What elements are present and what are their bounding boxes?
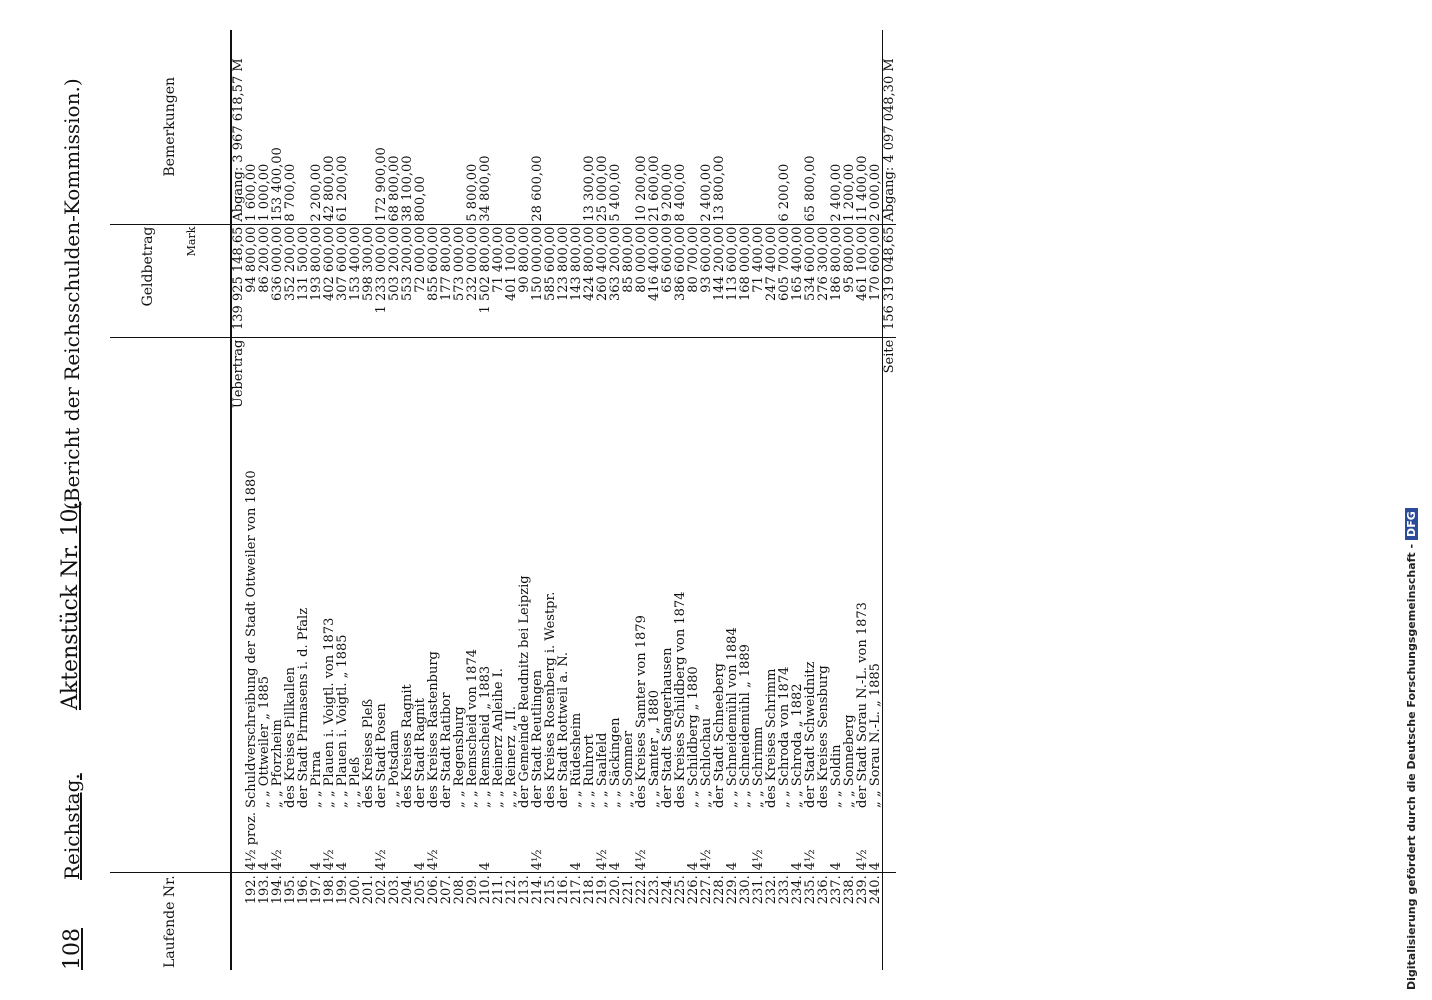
cell-r: 2 400,00 <box>829 163 844 222</box>
cell-nr: 221. <box>622 873 635 970</box>
cell-d: „ „ Schroda „ 1882 <box>791 337 804 810</box>
cell-nr: 231. <box>752 873 765 970</box>
table-row <box>284 30 297 970</box>
bericht-title: (Bericht der Reichsschulden-Kommission.) <box>60 78 84 510</box>
cell-d: „ „ Plauen i. Voigtl. „ 1885 <box>336 337 349 810</box>
cell-a: 247 400,00 <box>765 224 778 337</box>
cell-a: 307 600,00 <box>336 224 349 337</box>
cell-a: 402 600,00 <box>323 224 336 337</box>
cell-z: 4 <box>569 862 584 871</box>
cell-d: „ „ Schlochau <box>700 337 713 810</box>
cell-d: „ „ Ottweiler „ 1885 <box>258 337 271 810</box>
cell-a: 95 800,00 <box>843 224 856 337</box>
debt-table <box>110 30 896 970</box>
cell-nr: 210. <box>479 873 492 970</box>
cell-d: „ „ Potsdam <box>388 337 401 810</box>
cell-d: des Kreises Pillkallen <box>284 337 297 810</box>
cell-r <box>557 30 570 224</box>
cell-r: 1 600,00 <box>244 163 259 222</box>
cell-a: 165 400,00 <box>791 224 804 337</box>
cell-r: 38 100,00 <box>400 155 415 222</box>
cell-d: der Stadt Posen <box>375 337 388 810</box>
cell-r: 68 800,00 <box>387 155 402 222</box>
reichstag-label: Reichstag. <box>60 773 84 880</box>
cell-r: 65 800,00 <box>803 155 818 222</box>
cell-z <box>661 810 674 873</box>
cell-nr: 225. <box>674 873 687 970</box>
cell-d: der Stadt Schweidnitz <box>804 337 817 810</box>
cell-nr: 230. <box>739 873 752 970</box>
cell-r: 2 400,00 <box>699 163 714 222</box>
cell-r: 13 800,00 <box>712 155 727 222</box>
amount-unit: Mark <box>185 226 198 257</box>
cell-z: 4 <box>413 862 428 871</box>
cell-nr: 203. <box>388 873 401 970</box>
table-row <box>401 30 414 970</box>
cell-a: 90 800,00 <box>518 224 531 337</box>
cell-d: „ „ Ruhrort <box>583 337 596 810</box>
cell-a: 386 600,00 <box>674 224 687 337</box>
cell-d: „ „ Remscheid „ 1883 <box>479 337 492 810</box>
cell-a: 1 233 000,00 <box>375 224 388 337</box>
table-row <box>778 30 791 970</box>
table-header <box>110 30 231 970</box>
cell-nr: 193. <box>258 873 271 970</box>
cell-a: 143 800,00 <box>570 224 583 337</box>
cell-nr: 215. <box>544 873 557 970</box>
cell-a: 80 700,00 <box>687 224 700 337</box>
cell-z <box>765 810 778 873</box>
cell-d: „ „ Schneidemühl „ 1889 <box>739 337 752 810</box>
cell-d: des Kreises Schrimm <box>765 337 778 810</box>
cell-z <box>453 810 466 873</box>
cell-r <box>505 30 518 224</box>
cell-z: 4½ <box>699 849 714 871</box>
uebertrag-label: Uebertrag <box>231 337 245 810</box>
cell-nr: 234. <box>791 873 804 970</box>
cell-nr: 202. <box>375 873 388 970</box>
cell-nr: 218. <box>583 873 596 970</box>
cell-r: 5 400,00 <box>608 163 623 222</box>
table-row <box>869 30 883 970</box>
cell-a: 232 000,00 <box>466 224 479 337</box>
table-row <box>440 30 453 970</box>
page-number: 108 <box>60 928 85 970</box>
cell-d: der Stadt Ratibor <box>440 337 453 810</box>
cell-d: „ „ Soldin <box>830 337 843 810</box>
cell-d: „ „ Regensburg <box>453 337 466 810</box>
cell-r <box>544 30 557 224</box>
cell-z: 4 <box>257 862 272 871</box>
cell-d: „ „ Pforzheim <box>271 337 284 810</box>
cell-a: 113 600,00 <box>726 224 739 337</box>
cell-nr: 216. <box>557 873 570 970</box>
cell-nr: 214. <box>531 873 544 970</box>
cell-r: 9 200,00 <box>660 163 675 222</box>
cell-z: 4 <box>868 862 883 871</box>
table-row <box>414 30 427 970</box>
cell-a: 503 200,00 <box>388 224 401 337</box>
cell-nr: 235. <box>804 873 817 970</box>
watermark-text: Digitalisierung gefördert durch die Deutsche Forschungsgemeinschaft - <box>1405 543 1418 990</box>
table-row <box>479 30 492 970</box>
cell-a: 598 300,00 <box>362 224 375 337</box>
cell-z: 4½ proz. <box>244 811 259 871</box>
cell-nr: 228. <box>713 873 726 970</box>
table-row <box>544 30 557 970</box>
seite-row <box>883 30 897 970</box>
cell-d: der Stadt Sorau N.-L. von 1873 <box>856 337 869 810</box>
cell-a: 260 400,00 <box>596 224 609 337</box>
cell-a: 534 600,00 <box>804 224 817 337</box>
cell-r: 25 000,00 <box>595 155 610 222</box>
cell-nr: 198. <box>323 873 336 970</box>
table-row <box>492 30 505 970</box>
cell-d: „ „ Saalfeld <box>596 337 609 810</box>
cell-nr: 192. <box>245 873 258 970</box>
cell-a: 605 700,00 <box>778 224 791 337</box>
cell-a: 585 600,00 <box>544 224 557 337</box>
dfg-logo: DFG <box>1405 508 1418 540</box>
cell-a: 93 600,00 <box>700 224 713 337</box>
cell-nr: 205. <box>414 873 427 970</box>
cell-d: der Stadt Reutlingen <box>531 337 544 810</box>
cell-a: 461 100,00 <box>856 224 869 337</box>
dfg-watermark <box>1405 10 1418 990</box>
cell-d: des Kreises Rastenburg <box>427 337 440 810</box>
cell-a: 123 800,00 <box>557 224 570 337</box>
cell-r: 2 000,00 <box>868 163 883 222</box>
cell-z <box>440 810 453 873</box>
cell-d: „ „ Pirna <box>310 337 323 810</box>
cell-nr: 233. <box>778 873 791 970</box>
cell-a: 363 200,00 <box>609 224 622 337</box>
cell-nr: 222. <box>635 873 648 970</box>
cell-nr: 197. <box>310 873 323 970</box>
cell-z: 4 <box>478 862 493 871</box>
cell-d: der Stadt Schneeberg <box>713 337 726 810</box>
cell-z <box>284 810 297 873</box>
table-row <box>609 30 622 970</box>
table-row <box>739 30 752 970</box>
cell-z: 4½ <box>803 849 818 871</box>
cell-a: 71 400,00 <box>492 224 505 337</box>
cell-z <box>349 810 362 873</box>
cell-a: 276 300,00 <box>817 224 830 337</box>
cell-d: „ „ Samter „ 1880 <box>648 337 661 810</box>
cell-z: 4½ <box>855 849 870 871</box>
cell-z: 4 <box>309 862 324 871</box>
cell-d: „ „ Schneidemühl von 1884 <box>726 337 739 810</box>
uebertrag-remark: Abgang: 3 967 618,57 M <box>231 58 246 222</box>
cell-a: 153 400,00 <box>349 224 362 337</box>
cell-a: 636 000,00 <box>271 224 284 337</box>
cell-nr: 212. <box>505 873 518 970</box>
rotated-sheet <box>52 30 1352 970</box>
cell-r: 5 800,00 <box>465 163 480 222</box>
cell-a: 855 600,00 <box>427 224 440 337</box>
cell-a: 72 000,00 <box>414 224 427 337</box>
table-row <box>752 30 765 970</box>
cell-d: „ „ Reinerz „ II. <box>505 337 518 810</box>
cell-d: der Stadt Ragnit <box>414 337 427 810</box>
cell-a: 86 200,00 <box>258 224 271 337</box>
cell-nr: 200. <box>349 873 362 970</box>
cell-r: 61 200,00 <box>335 155 350 222</box>
cell-a: 85 800,00 <box>622 224 635 337</box>
table-row <box>726 30 739 970</box>
cell-z <box>544 810 557 873</box>
cell-nr: 204. <box>401 873 414 970</box>
cell-z <box>492 810 505 873</box>
cell-nr: 199. <box>336 873 349 970</box>
uebertrag-amount: 139 925 148,65 <box>231 224 245 337</box>
cell-r <box>739 30 752 224</box>
cell-r: 13 300,00 <box>582 155 597 222</box>
cell-d: „ „ Sonneberg <box>843 337 856 810</box>
cell-nr: 220. <box>609 873 622 970</box>
uebertrag-row <box>231 30 245 970</box>
cell-r: 153 400,00 <box>270 147 285 222</box>
cell-nr: 208. <box>453 873 466 970</box>
cell-r <box>427 30 440 224</box>
cell-d: „ „ Sorau N.-L. „ 1885 <box>869 337 883 810</box>
cell-z <box>505 810 518 873</box>
cell-d: Schuldverschreibung der Stadt Ottweiler von 1880 <box>245 337 258 810</box>
cell-nr: 226. <box>687 873 700 970</box>
cell-z: 4½ <box>595 849 610 871</box>
cell-nr: 224. <box>661 873 674 970</box>
cell-d: „ „ Rüdesheim <box>570 337 583 810</box>
cell-d: „ „ Pleß <box>349 337 362 810</box>
cell-r: 11 400,00 <box>855 155 870 222</box>
cell-a: 170 600,00 <box>869 224 883 337</box>
cell-d: „ „ Sommer <box>622 337 635 810</box>
cell-nr: 217. <box>570 873 583 970</box>
cell-a: 424 800,00 <box>583 224 596 337</box>
cell-a: 80 000,00 <box>635 224 648 337</box>
cell-r: 42 800,00 <box>322 155 337 222</box>
cell-d: des Kreises Schildberg von 1874 <box>674 337 687 810</box>
cell-nr: 213. <box>518 873 531 970</box>
col-header-amount <box>110 224 231 337</box>
cell-a: 186 800,00 <box>830 224 843 337</box>
cell-d: „ „ Remscheid von 1874 <box>466 337 479 810</box>
page-header <box>52 30 102 970</box>
cell-z: 4½ <box>322 849 337 871</box>
cell-d: „ „ Säckingen <box>609 337 622 810</box>
cell-nr: 240. <box>869 873 883 970</box>
cell-r: 800,00 <box>413 176 428 222</box>
cell-z: 4½ <box>634 849 649 871</box>
cell-nr: 209. <box>466 873 479 970</box>
cell-z: 4 <box>790 862 805 871</box>
aktenstueck-title: Aktenstück Nr. 10. <box>58 501 83 710</box>
cell-z: 4½ <box>374 849 389 871</box>
cell-a: 193 800,00 <box>310 224 323 337</box>
cell-d: „ „ Schroda von 1874 <box>778 337 791 810</box>
amount-title: Geldbetrag <box>140 226 156 307</box>
cell-d: der Stadt Sangerhausen <box>661 337 674 810</box>
cell-r: 1 200,00 <box>842 163 857 222</box>
cell-r <box>752 30 765 224</box>
cell-a: 65 600,00 <box>661 224 674 337</box>
cell-nr: 219. <box>596 873 609 970</box>
cell-nr: 238. <box>843 873 856 970</box>
cell-z: 4 <box>335 862 350 871</box>
table-row <box>674 30 687 970</box>
cell-nr: 232. <box>765 873 778 970</box>
seite-amount: 156 319 048,65 <box>883 224 897 337</box>
cell-a: 131 500,00 <box>297 224 310 337</box>
cell-r: 8 400,00 <box>673 163 688 222</box>
seite-remark: Abgang: 4 097 048,30 M <box>883 30 897 224</box>
col-header-desc <box>110 337 231 810</box>
cell-z: 4 <box>725 862 740 871</box>
table-row <box>557 30 570 970</box>
cell-d: „ „ Plauen i. Voigtl. von 1873 <box>323 337 336 810</box>
cell-a: 1 502 800,00 <box>479 224 492 337</box>
cell-nr: 237. <box>830 873 843 970</box>
cell-z: 4½ <box>270 849 285 871</box>
cell-z <box>648 810 661 873</box>
cell-a: 352 200,00 <box>284 224 297 337</box>
col-header-rate <box>110 810 231 873</box>
cell-r: 172 900,00 <box>374 147 389 222</box>
table-row <box>505 30 518 970</box>
cell-d: „ „ Schrimm <box>752 337 765 810</box>
cell-a: 177 800,00 <box>440 224 453 337</box>
table-row <box>531 30 544 970</box>
cell-nr: 239. <box>856 873 869 970</box>
cell-d: des Kreises Pleß <box>362 337 375 810</box>
cell-d: „ „ Reinerz Anleihe I. <box>492 337 505 810</box>
cell-r <box>726 30 739 224</box>
cell-z: 4½ <box>426 849 441 871</box>
cell-a: 71 400,00 <box>752 224 765 337</box>
cell-a: 150 000,00 <box>531 224 544 337</box>
cell-a: 573 000,00 <box>453 224 466 337</box>
cell-z: 4½ <box>530 849 545 871</box>
cell-r: 34 800,00 <box>478 155 493 222</box>
cell-z: 4½ <box>751 849 766 871</box>
cell-nr: 227. <box>700 873 713 970</box>
cell-r <box>349 30 362 224</box>
cell-a: 401 100,00 <box>505 224 518 337</box>
cell-a: 416 400,00 <box>648 224 661 337</box>
col-header-nr: Laufende Nr. <box>110 873 231 970</box>
cell-z: 4 <box>829 862 844 871</box>
cell-d: des Kreises Sensburg <box>817 337 830 810</box>
table-body <box>231 30 883 970</box>
cell-nr: 229. <box>726 873 739 970</box>
cell-nr: 211. <box>492 873 505 970</box>
cell-a: 144 200,00 <box>713 224 726 337</box>
table-row <box>336 30 349 970</box>
cell-nr: 194. <box>271 873 284 970</box>
cell-nr: 201. <box>362 873 375 970</box>
table-row <box>427 30 440 970</box>
cell-d: des Kreises Rosenberg i. Westpr. <box>544 337 557 810</box>
cell-r: 10 200,00 <box>634 155 649 222</box>
cell-r <box>492 30 505 224</box>
cell-nr: 223. <box>648 873 661 970</box>
cell-r: 2 200,00 <box>309 163 324 222</box>
cell-r: 8 700,00 <box>283 163 298 222</box>
table-row <box>713 30 726 970</box>
cell-r: 1 000,00 <box>257 163 272 222</box>
table-row <box>804 30 817 970</box>
cell-nr: 195. <box>284 873 297 970</box>
col-header-remarks: Bemerkungen <box>110 30 231 224</box>
cell-d: der Gemeinde Reudnitz bei Leipzig <box>518 337 531 810</box>
cell-nr: 206. <box>427 873 440 970</box>
cell-z <box>388 810 401 873</box>
cell-d: der Stadt Pirmasens i. d. Pfalz <box>297 337 310 810</box>
cell-r: 6 200,00 <box>777 163 792 222</box>
cell-z: 4 <box>686 862 701 871</box>
cell-a: 94 800,00 <box>245 224 258 337</box>
cell-d: „ „ Schildberg „ 1880 <box>687 337 700 810</box>
seite-label: Seite <box>883 337 897 810</box>
cell-z: 4 <box>608 862 623 871</box>
cell-d: des Kreises Samter von 1879 <box>635 337 648 810</box>
cell-d: der Stadt Rottweil a. N. <box>557 337 570 810</box>
table-row <box>349 30 362 970</box>
cell-d: des Kreises Ragnit <box>401 337 414 810</box>
cell-r: 28 600,00 <box>530 155 545 222</box>
cell-a: 168 000,00 <box>739 224 752 337</box>
cell-a: 553 200,00 <box>401 224 414 337</box>
cell-nr: 236. <box>817 873 830 970</box>
cell-r <box>440 30 453 224</box>
cell-r: 21 600,00 <box>647 155 662 222</box>
cell-nr: 207. <box>440 873 453 970</box>
cell-nr: 196. <box>297 873 310 970</box>
